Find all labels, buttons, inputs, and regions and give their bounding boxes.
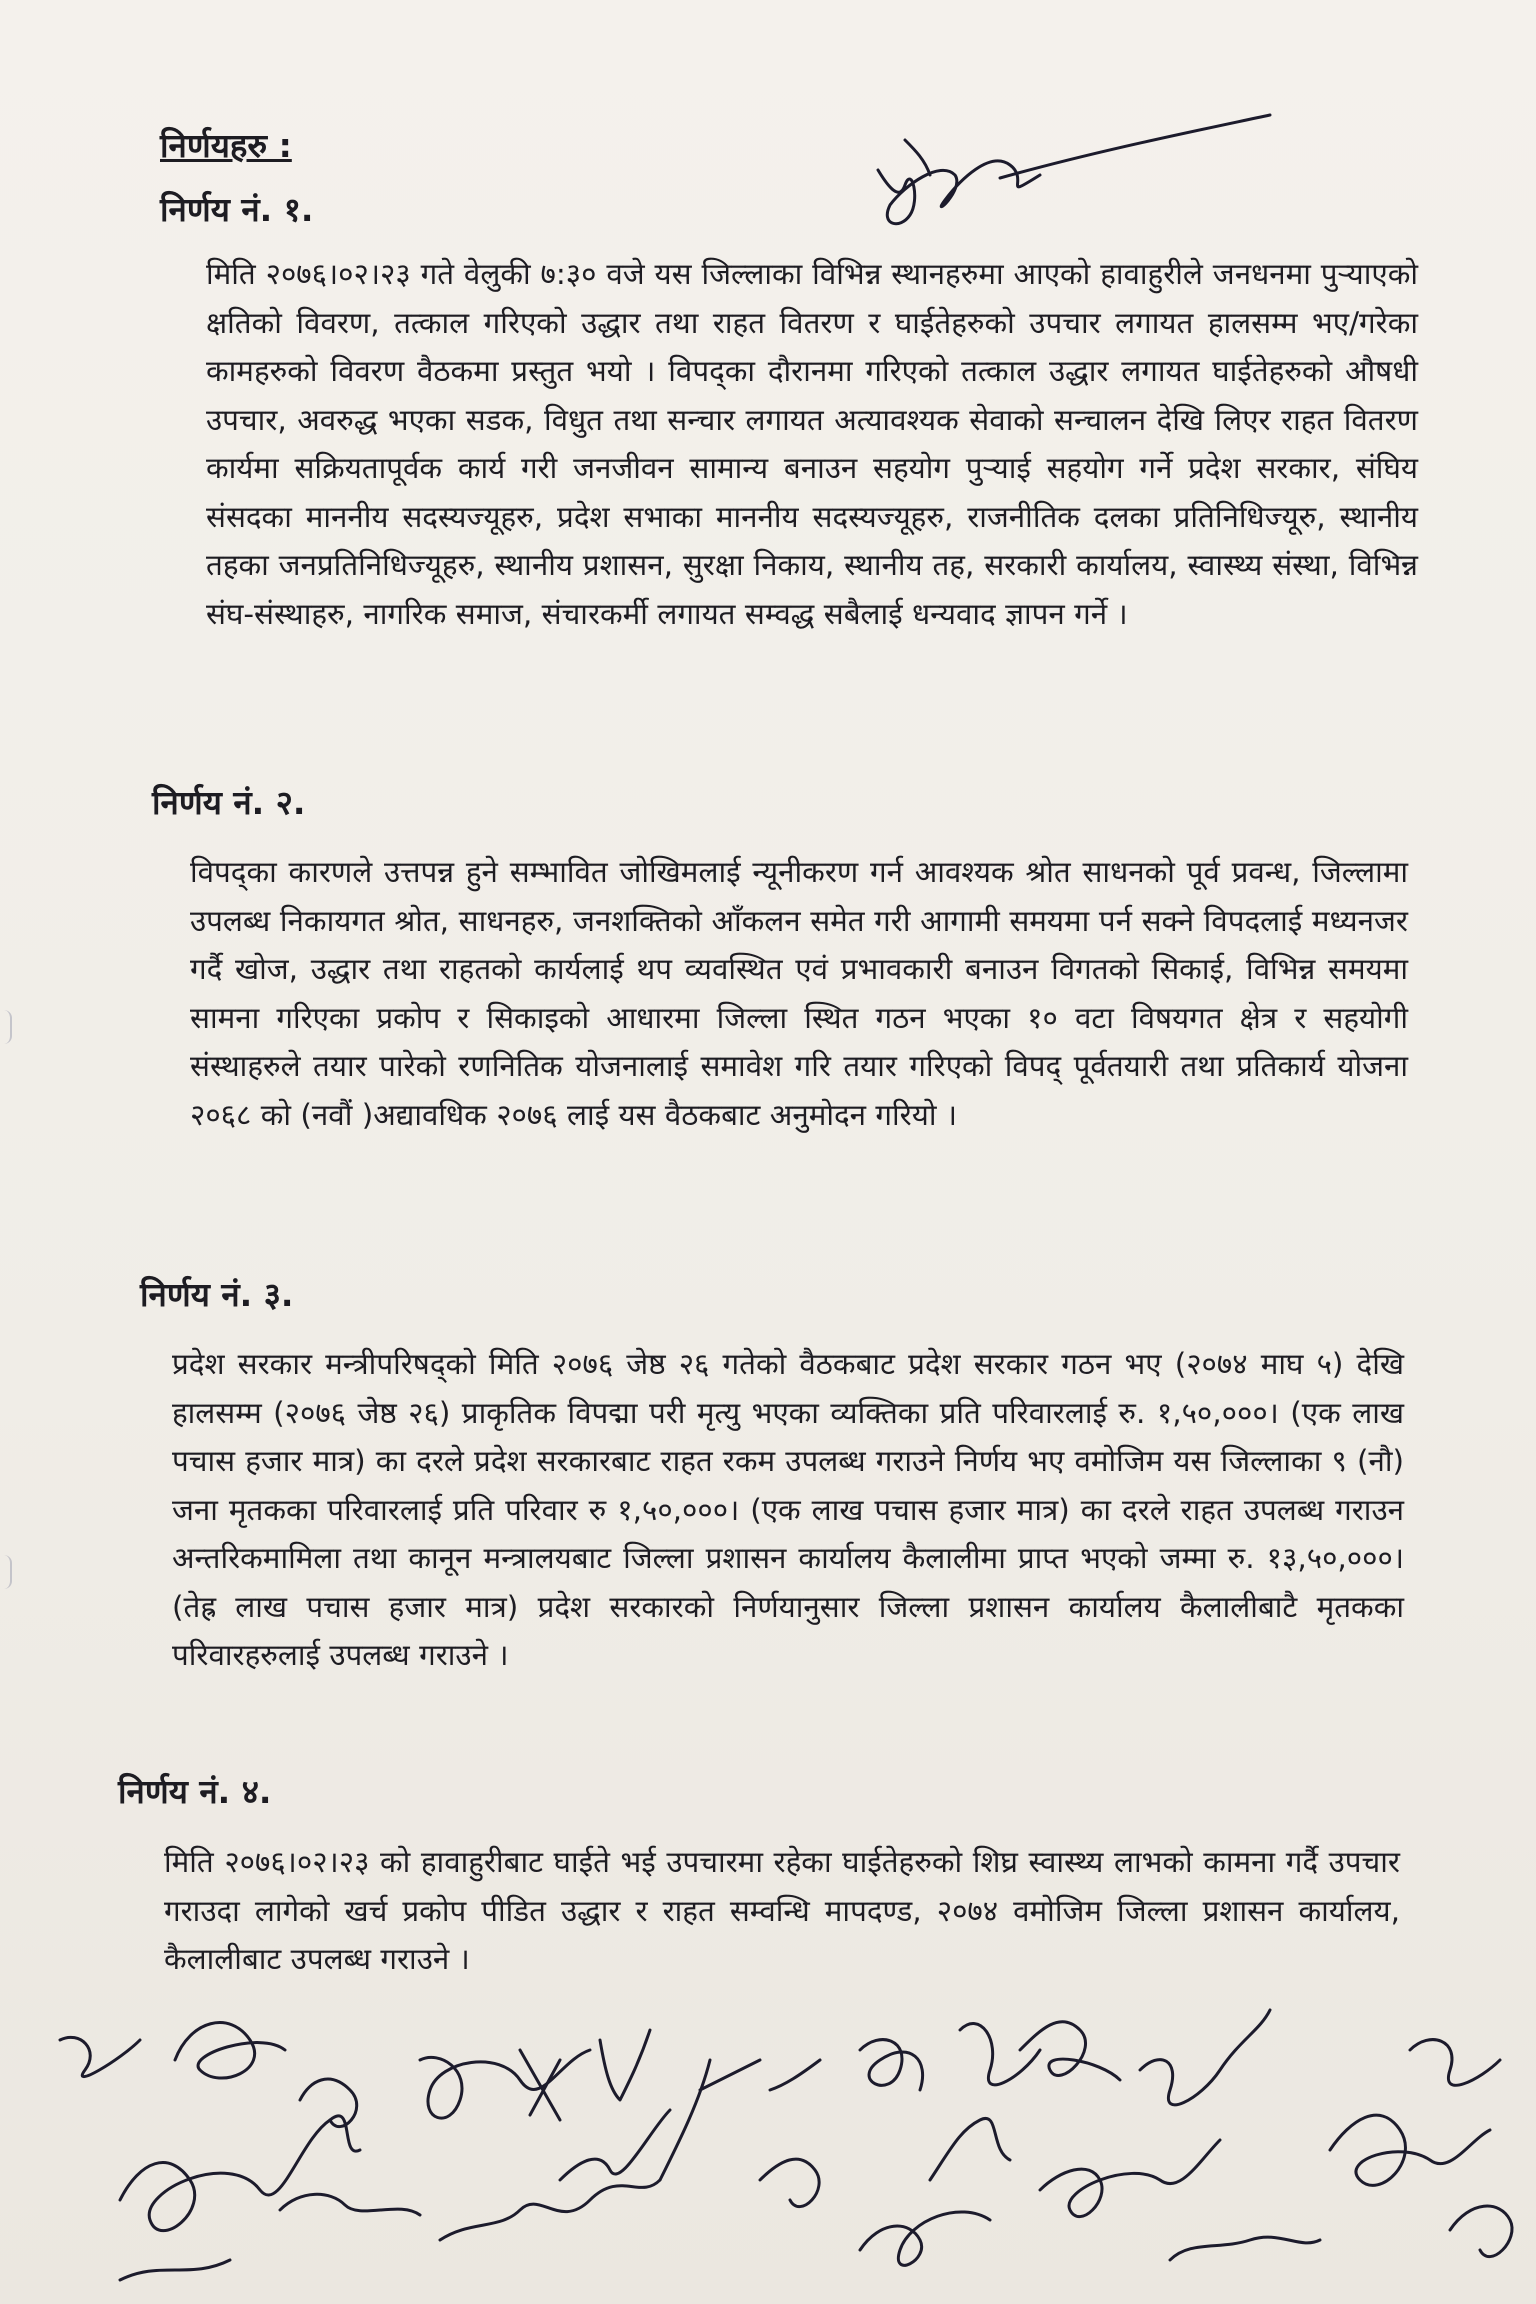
- decision-3-text: प्रदेश सरकार मन्त्रीपरिषद्को मिति २०७६ जेष्ठ २६ गतेको वैठकबाट प्रदेश सरकार गठन भए (२०७४ माघ ५) देखि हालसम्म (२०७६ जेष्ठ २६) प्राकृतिक विपद्मा परी मृत्यु भएका व्यक्तिका प्रति परिवारलाई रु. १,५०,०००। (एक लाख पचास हजार मात्र) का दरले प्रदेश सरकारबाट राहत रकम उपलब्ध गराउने निर्णय भए वमोजिम यस जिल्लाका ९ (नौ) जना मृतकका परिवारलाई प्रति परिवार रु १,५०,०००। (एक लाख पचास हजार मात्र) का दरले राहत उपलब्ध गराउन अन्तरिकमामिला तथा कानून मन्त्रालयबाट जिल्ला प्रशासन कार्यालय कैलालीमा प्राप्त भएको जम्मा रु. १३,५०,०००। (तेह्र लाख पचास हजार मात्र) प्रदेश सरकारको निर्णयानुसार जिल्ला प्रशासन कार्यालय कैलालीबाटै मृतकका परिवारहरुलाई उपलब्ध गराउने ।: [172, 1347, 1404, 1672]
- margin-mark: [0, 1555, 12, 1589]
- decision-3-title: निर्णय नं. ३.: [140, 1275, 294, 1314]
- decision-4-title: निर्णय नं. ४.: [118, 1772, 272, 1811]
- decision-4-text: मिति २०७६।०२।२३ को हावाहुरीबाट घाईते भई उपचारमा रहेका घाईतेहरुको शिघ्र स्वास्थ्य लाभको कामना गर्दै उपचार गराउदा लागेको खर्च प्रकोप पीडित उद्धार र राहत सम्वन्धि मापदण्ड, २०७४ वमोजिम जिल्ला प्रशासन कार्यालय, कैलालीबाट उपलब्ध गराउने ।: [164, 1845, 1400, 1976]
- decision-2-title: निर्णय नं. २.: [152, 783, 306, 822]
- decisions-heading: निर्णयहरु :: [160, 126, 292, 165]
- decision-1-text: मिति २०७६।०२।२३ गते वेलुकी ७:३० वजे यस जिल्लाका विभिन्न स्थानहरुमा आएको हावाहुरीले जनधनमा पुर्‍याएको क्षतिको विवरण, तत्काल गरिएको उद्धार तथा राहत वितरण र घाईतेहरुको उपचार लगायत हालसम्म भए/गरेका कामहरुको विवरण वैठकमा प्रस्तुत भयो । विपद्का दौरानमा गरिएको तत्काल उद्धार लगायत घाईतेहरुको औषधी उपचार, अवरुद्ध भएका सडक, विधुत तथा सन्चार लगायत अत्यावश्यक सेवाको सन्चालन देखि लिएर राहत वितरण कार्यमा सक्रियतापूर्वक कार्य गरी जनजीवन सामान्य बनाउन सहयोग पुर्‍याई सहयोग गर्ने प्रदेश सरकार, संघिय संसदका माननीय सदस्यज्यूहरु, प्रदेश सभाका माननीय सदस्यज्यूहरु, राजनीतिक दलका प्रतिनिधिज्यूरु, स्थानीय तहका जनप्रतिनिधिज्यूहरु, स्थानीय प्रशासन, सुरक्षा निकाय, स्थानीय तह, सरकारी कार्यालय, स्वास्थ्य संस्था, विभिन्न संघ-संस्थाहरु, नागरिक समाज, संचारकर्मी लगायत सम्वद्ध सबैलाई धन्यवाद ज्ञापन गर्ने ।: [206, 257, 1418, 631]
- decision-1-title: निर्णय नं. १.: [160, 190, 314, 229]
- margin-mark: [0, 1010, 12, 1044]
- decision-2-text: विपद्का कारणले उत्तपन्न हुने सम्भावित जोखिमलाई न्यूनीकरण गर्न आवश्यक श्रोत साधनको पूर्व प्रवन्ध, जिल्लामा उपलब्ध निकायगत श्रोत, साधनहरु, जनशक्तिको आँकलन समेत गरी आगामी समयमा पर्न सक्ने विपदलाई मध्यनजर गर्दै खोज, उद्धार तथा राहतको कार्यलाई थप व्यवस्थित एवं प्रभावकारी बनाउन विगतको सिकाई, विभिन्न समयमा सामना गरिएका प्रकोप र सिकाइको आधारमा जिल्ला स्थित गठन भएका १० वटा विषयगत क्षेत्र र सहयोगी संस्थाहरुले तयार पारेको रणनितिक योजनालाई समावेश गरि तयार गरिएको विपद् पूर्वतयारी तथा प्रतिकार्य योजना २०६८ को (नवौं )अद्यावधिक २०७६ लाई यस वैठकबाट अनुमोदन गरियो ।: [190, 855, 1408, 1132]
